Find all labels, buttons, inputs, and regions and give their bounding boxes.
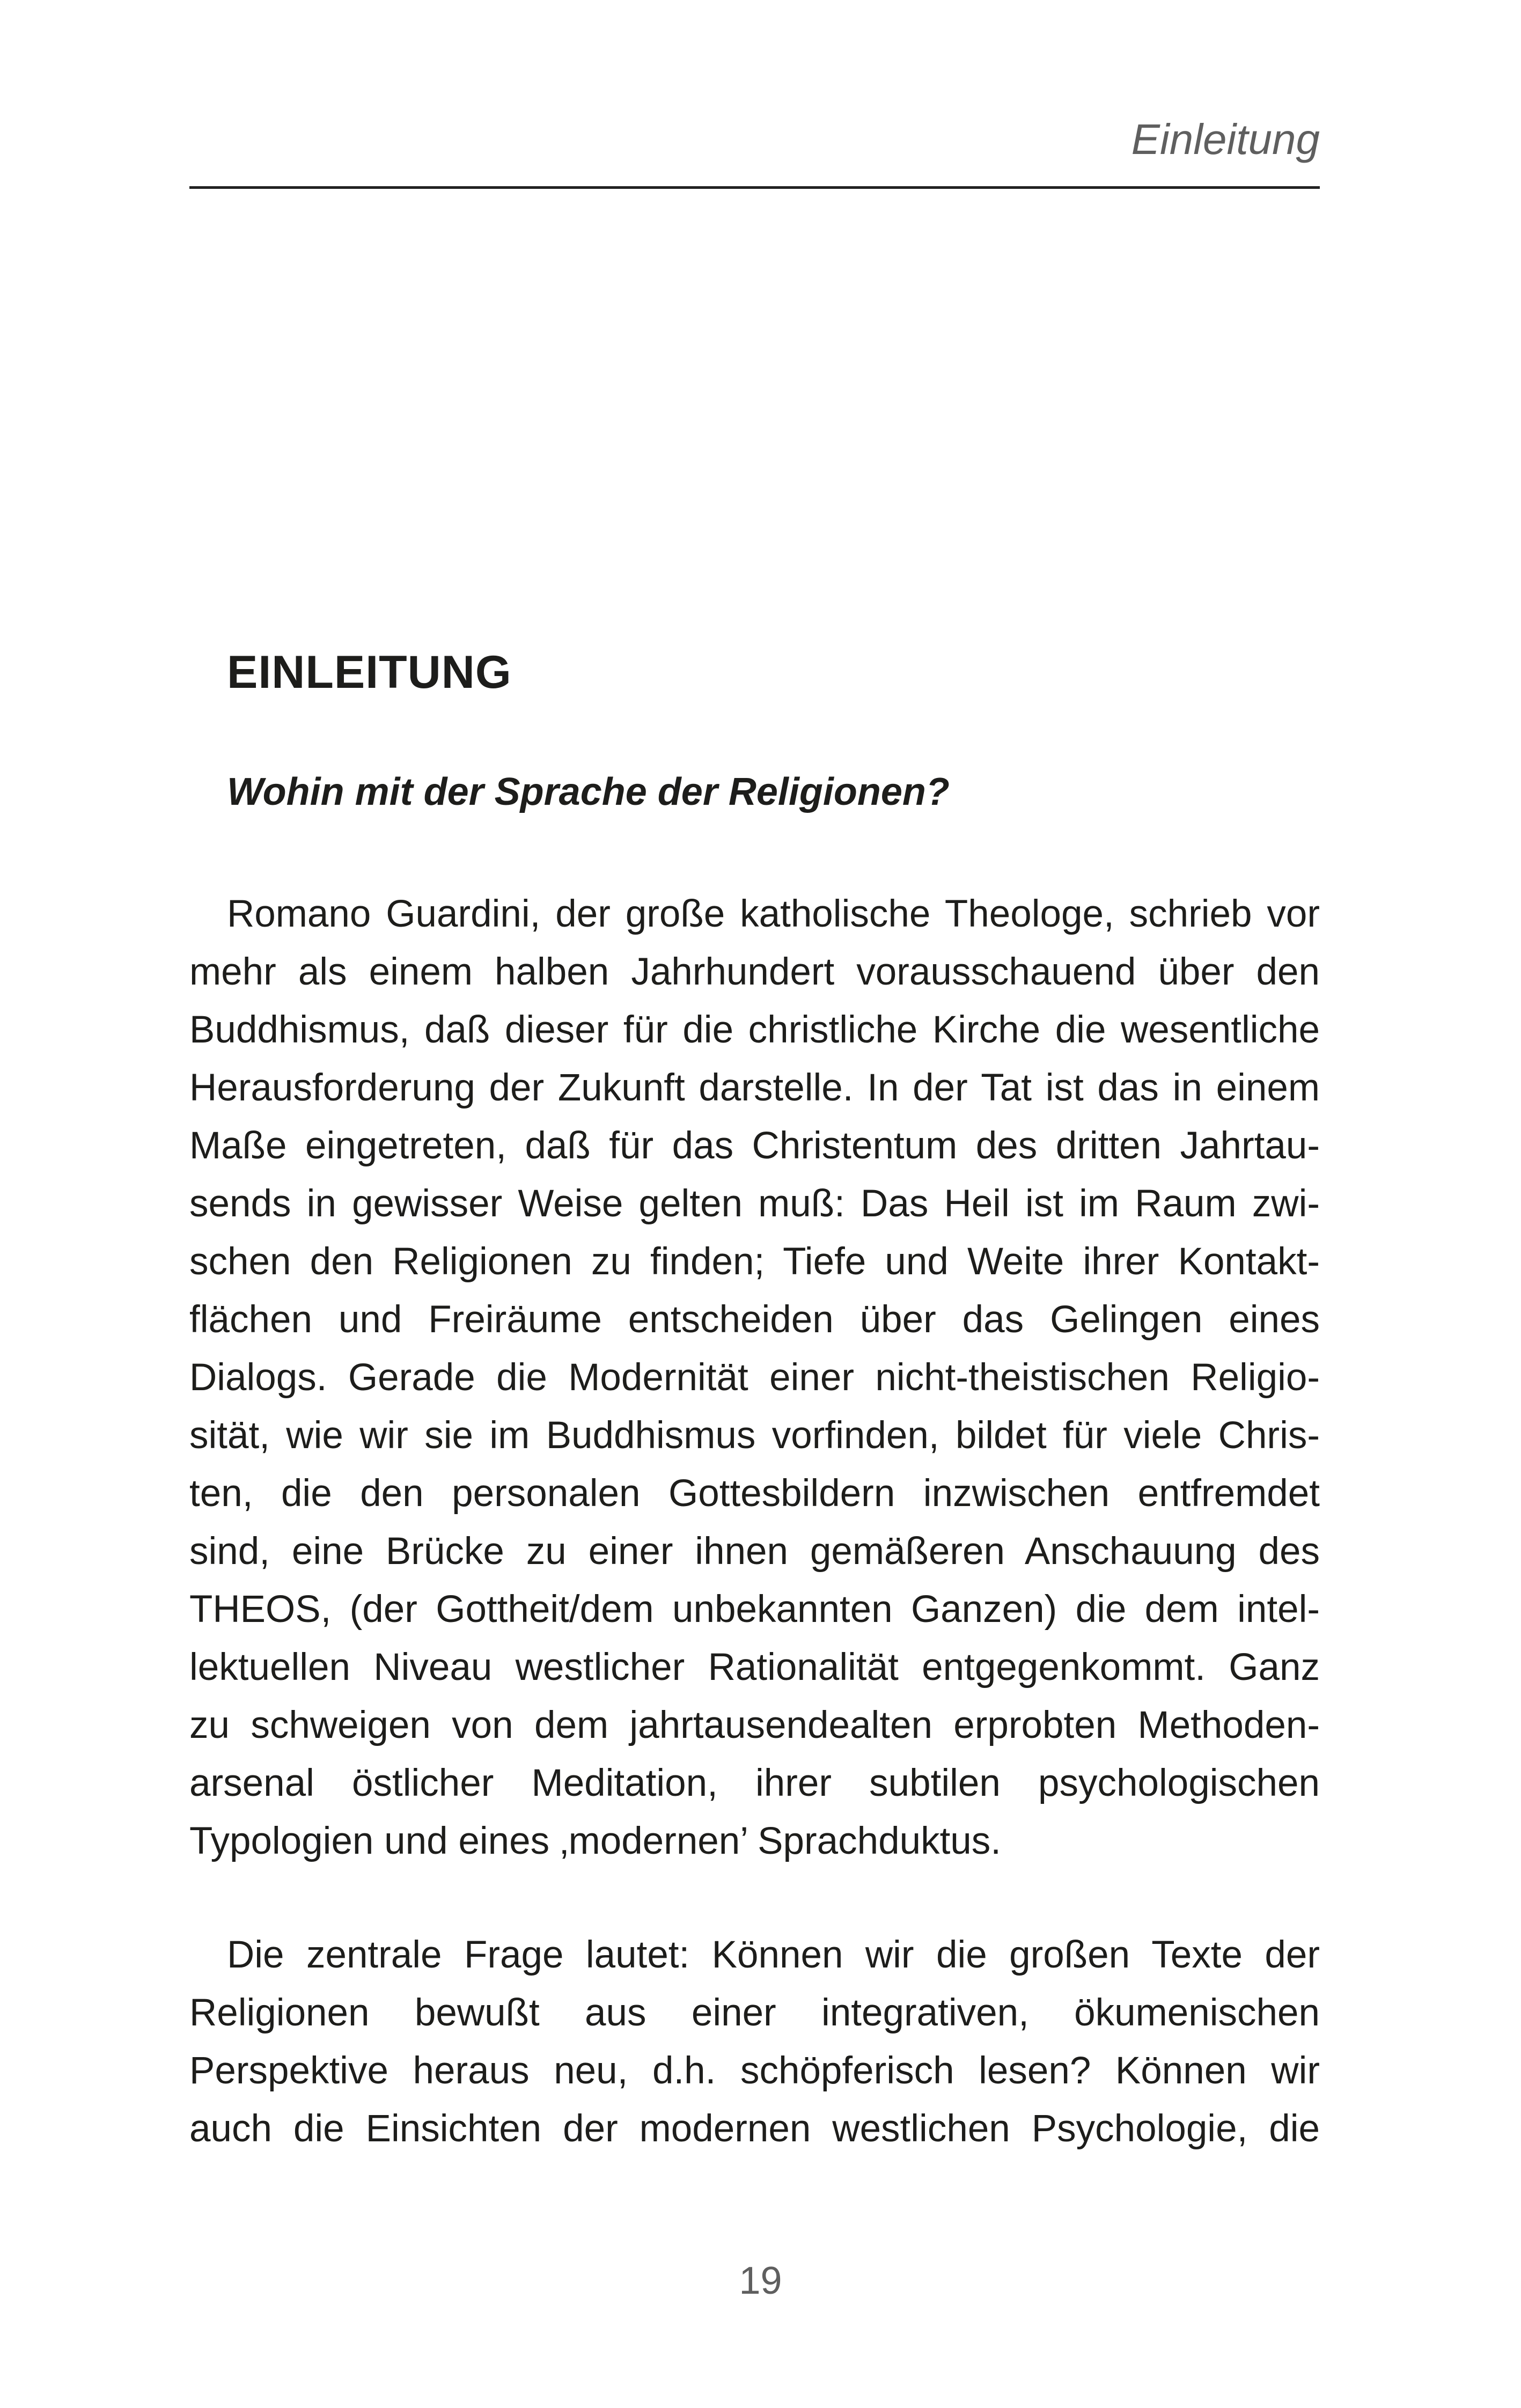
paragraph-line: sends in gewisser Weise gelten muß: Das Heil ist im Raum zwi- (189, 1183, 1320, 1225)
paragraph-line: mehr als einem halben Jahrhundert vorausschauend über den (189, 951, 1320, 993)
paragraph-line: Romano Guardini, der große katholische Theologe, schrieb vor (227, 893, 1320, 935)
paragraph-line: Die zentrale Frage lautet: Können wir die großen Texte der (227, 1934, 1320, 1976)
paragraph-2 (189, 1926, 1320, 2158)
paragraph-line: sind, eine Brücke zu einer ihnen gemäßeren Anschauung des (189, 1530, 1320, 1573)
paragraph-line: ten, die den personalen Gottesbildern inzwischen entfremdet (189, 1472, 1320, 1515)
paragraph-line: Maße eingetreten, daß für das Christentum des dritten Jahrtau- (189, 1125, 1320, 1167)
paragraph-line: Herausforderung der Zukunft darstelle. In der Tat ist das in einem (189, 1067, 1320, 1109)
chapter-title: EINLEITUNG (227, 647, 512, 698)
paragraph-line: schen den Religionen zu finden; Tiefe und Weite ihrer Kontakt- (189, 1240, 1320, 1283)
paragraph-line: arsenal östlicher Meditation, ihrer subtilen psychologischen (189, 1762, 1320, 1804)
paragraph-line: Religionen bewußt aus einer integrativen, ökumenischen (189, 1992, 1320, 2034)
page-number: 19 (739, 2259, 782, 2302)
paragraph-line: flächen und Freiräume entscheiden über das Gelingen eines (189, 1298, 1320, 1341)
paragraph-line: Dialogs. Gerade die Modernität einer nicht-theistischen Religio- (189, 1356, 1320, 1399)
chapter-subtitle: Wohin mit der Sprache der Religionen? (227, 770, 950, 813)
header-rule (189, 186, 1320, 189)
running-head: Einleitung (1131, 115, 1320, 163)
paragraph-line: zu schweigen von dem jahrtausendealten erprobten Methoden- (189, 1704, 1320, 1746)
paragraph-line: Perspektive heraus neu, d.h. schöpferisch lesen? Können wir (189, 2050, 1320, 2092)
paragraph-line: auch die Einsichten der modernen westlichen Psychologie, die (189, 2108, 1320, 2150)
paragraph-line: Typologien und eines ‚modernen’ Sprachduktus. (189, 1820, 1002, 1862)
paragraph-line: Buddhismus, daß dieser für die christliche Kirche die wesentliche (189, 1009, 1320, 1051)
paragraph-line: sität, wie wir sie im Buddhismus vorfinden, bildet für viele Chris- (189, 1414, 1320, 1457)
paragraph-line: lektuellen Niveau westlicher Rationalität entgegenkommt. Ganz (189, 1646, 1320, 1688)
paragraph-1 (189, 885, 1320, 1870)
paragraph-line: THEOS, (der Gottheit/dem unbekannten Ganzen) die dem intel- (189, 1588, 1320, 1631)
